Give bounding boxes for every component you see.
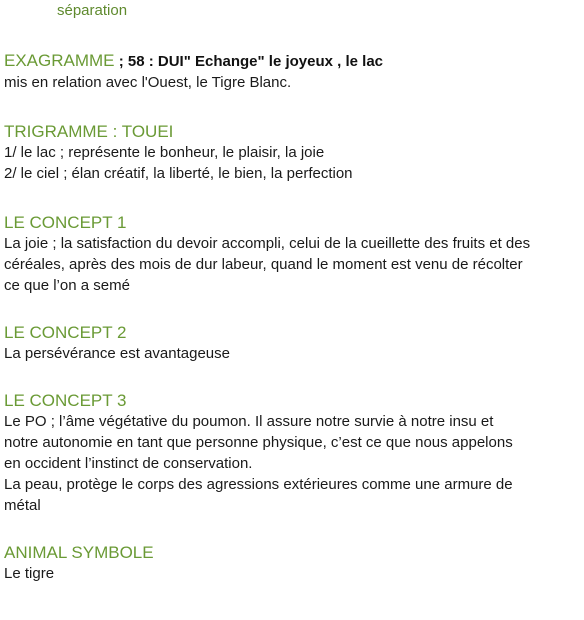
animal-heading: ANIMAL SYMBOLE <box>4 543 154 562</box>
concept1-line-3: ce que l’on a semé <box>4 277 130 294</box>
trigram-line-2: 2/ le ciel ; élan créatif, la liberté, le bien, la perfection <box>4 165 353 182</box>
concept3-line-2: notre autonomie en tant que personne physique, c’est ce que nous appelons <box>4 434 513 451</box>
animal-line-1: Le tigre <box>4 565 55 582</box>
concept3-line-5: métal <box>4 497 41 514</box>
concept3-line-1: Le PO ; l’âme végétative du poumon. Il assure notre survie à notre insu et <box>4 413 494 430</box>
trigram-heading: TRIGRAMME : TOUEI <box>4 122 174 141</box>
hexagram-heading-label: EXAGRAMME <box>4 51 115 70</box>
concept1-line-1: La joie ; la satisfaction du devoir accompli, celui de la cueillette des fruits et des <box>4 235 531 252</box>
concept1-heading: LE CONCEPT 1 <box>4 213 127 232</box>
concept3-line-3: en occident l’instinct de conservation. <box>4 455 253 472</box>
concept2-heading: LE CONCEPT 2 <box>4 323 127 342</box>
hexagram-line: mis en relation avec l'Ouest, le Tigre Blanc. <box>4 74 292 91</box>
trigram-line-1: 1/ le lac ; représente le bonheur, le plaisir, la joie <box>4 144 325 161</box>
top-text: séparation <box>57 2 128 19</box>
document-body <box>4 50 580 584</box>
concept3-line-4: La peau, protège le corps des agressions extérieures comme une armure de <box>4 476 513 493</box>
hexagram-heading-tail: ; 58 : DUI" Echange" le joyeux , le lac <box>114 53 384 70</box>
concept2-line-1: La persévérance est avantageuse <box>4 345 230 362</box>
concept3-heading: LE CONCEPT 3 <box>4 391 127 410</box>
hexagram-heading <box>4 50 580 72</box>
concept1-line-2: céréales, après des mois de dur labeur, quand le moment est venu de récolter <box>4 256 523 273</box>
